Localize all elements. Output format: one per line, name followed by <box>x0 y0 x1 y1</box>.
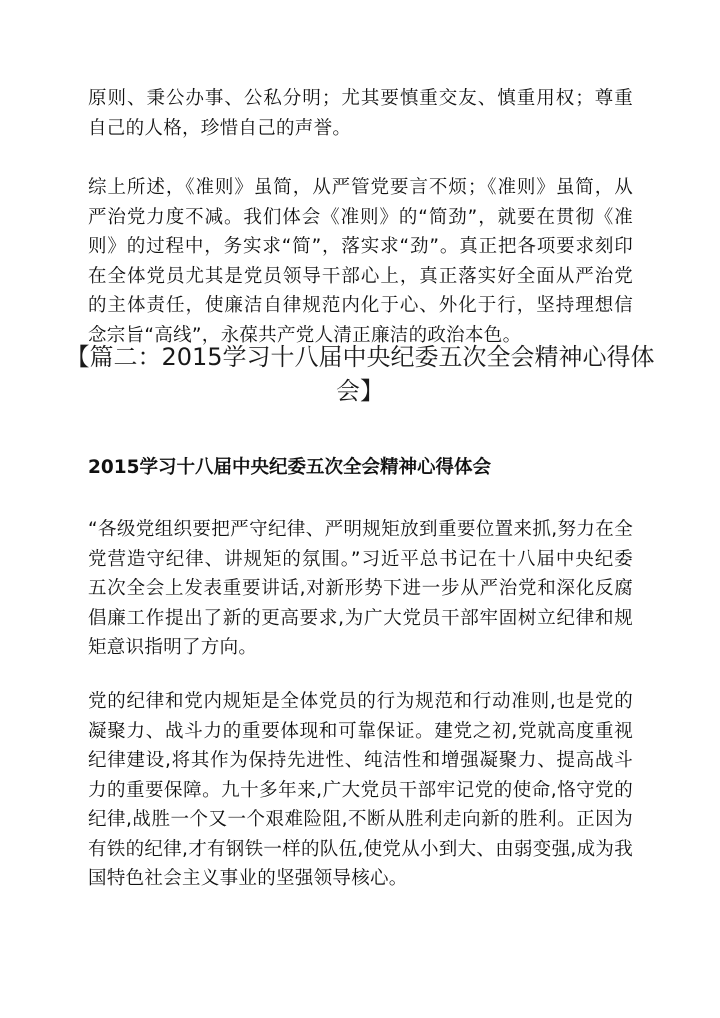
paragraph-party-discipline: 党的纪律和党内规矩是全体党员的行为规范和行动准则,也是党的凝聚力、战斗力的重要体现和可靠保证。建党之初,党就高度重视纪律建设,将其作为保持先进性、纯洁性和增强凝聚力、提高战斗力的重要保障。九十多年来,广大党员干部牢记党的使命,恪守党的纪律,战胜一个又一个艰难险阻,不断从胜利走向新的胜利。正因为有铁的纪律,才有钢铁一样的队伍,使党从小到大、由弱变强,成为我国特色社会主义事业的坚强领导核心。 <box>88 691 633 889</box>
article-title: 2015学习十八届中央纪委五次全会精神心得体会 <box>88 457 491 478</box>
section-heading: 【篇二：2015学习十八届中央纪委五次全会精神心得体会】 <box>65 343 655 405</box>
paragraph-speech-quote: “各级党组织要把严守纪律、严明规矩放到重要位置来抓,努力在全党营造守纪律、讲规矩的氛围。”习近平总书记在十八届中央纪委五次全会上发表重要讲话,对新形势下进一步从严治党和深化反腐倡廉工作提出了新的更高要求,为广大党员干部牢固树立纪律和规矩意识指明了方向。 <box>88 519 633 658</box>
paragraph-conclusion: 综上所述，《准则》虽简，从严管党要言不烦；《准则》虽简，从严治党力度不减。我们体会《准则》的“简劲”，就要在贯彻《准则》的过程中，务实求“简”，落实求“劲”。真正把各项要求刻印在全体党员尤其是党员领导干部心上，真正落实好全面从严治党的主体责任，使廉洁自律规范内化于心、外化于行，坚持理想信念宗旨“高线”，永葆共产党人清正廉洁的政治本色。 <box>88 177 633 346</box>
paragraph-principles-ending: 原则、秉公办事、公私分明；尤其要慎重交友、慎重用权；尊重自己的人格，珍惜自己的声誉。 <box>88 88 633 139</box>
